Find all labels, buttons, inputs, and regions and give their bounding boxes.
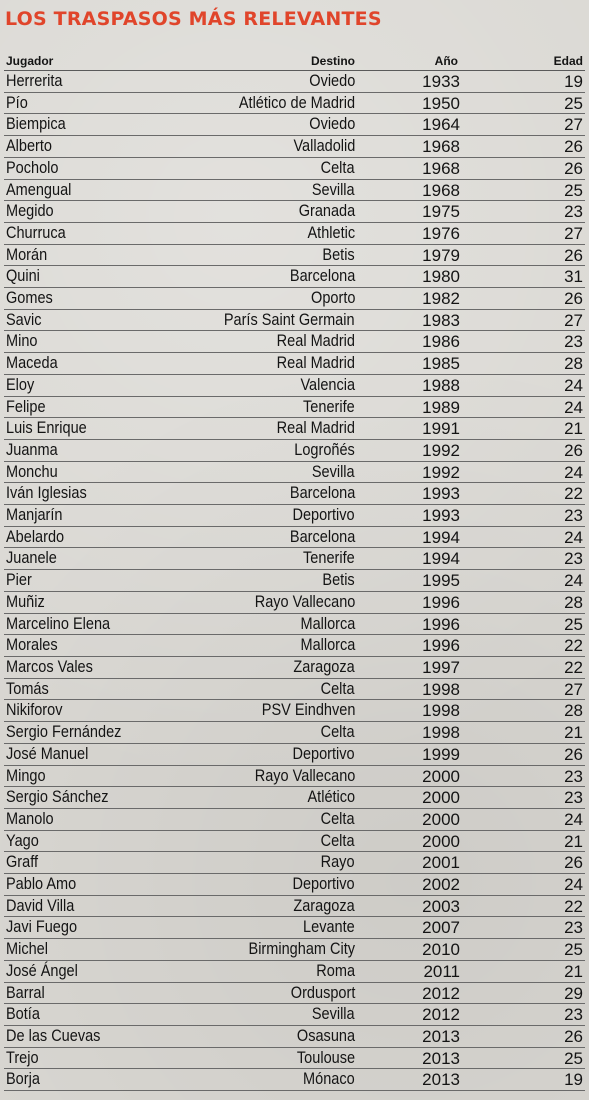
cell-destino: Barcelona — [289, 484, 355, 503]
cell-ano: 1975 — [422, 202, 460, 222]
cell-destino: Logroñés — [294, 440, 355, 459]
cell-destino: Deportivo — [292, 744, 355, 763]
cell-jugador: José Ángel — [6, 961, 78, 980]
cell-jugador: Michel — [6, 940, 48, 959]
cell-ano: 1950 — [422, 93, 460, 113]
cell-destino: Zaragoza — [293, 896, 355, 915]
cell-jugador: Muñiz — [6, 592, 45, 611]
cell-ano: 2001 — [422, 853, 460, 873]
table-row — [4, 787, 585, 809]
cell-destino: Barcelona — [289, 527, 355, 546]
cell-ano: 2013 — [422, 1026, 460, 1046]
cell-destino: Oporto — [310, 289, 355, 308]
cell-destino: Rayo Vallecano — [254, 766, 355, 785]
table-row — [4, 614, 585, 636]
cell-edad: 26 — [564, 1026, 583, 1046]
cell-destino: Atlético — [307, 788, 355, 807]
cell-jugador: Amengual — [6, 180, 72, 199]
cell-edad: 25 — [564, 93, 583, 113]
cell-jugador: Herrerita — [6, 72, 63, 90]
cell-jugador: Alberto — [6, 137, 53, 156]
cell-edad: 27 — [564, 115, 583, 135]
cell-jugador: Sergio Fernández — [6, 723, 122, 742]
cell-edad: 25 — [564, 180, 583, 200]
table-row — [4, 1048, 585, 1070]
cell-ano: 2002 — [422, 875, 460, 895]
cell-destino: Deportivo — [292, 875, 355, 894]
cell-jugador: Monchu — [6, 462, 58, 481]
cell-destino: Celta — [321, 809, 355, 828]
cell-destino: Roma — [316, 961, 355, 980]
cell-destino: Real Madrid — [276, 332, 355, 351]
table-row — [4, 852, 585, 874]
cell-edad: 26 — [564, 245, 583, 265]
cell-edad: 22 — [564, 484, 583, 504]
cell-edad: 21 — [564, 419, 583, 439]
table-row — [4, 288, 585, 310]
cell-edad: 26 — [564, 744, 583, 764]
table-row — [4, 1004, 585, 1026]
cell-edad: 23 — [564, 549, 583, 569]
cell-ano: 1993 — [422, 506, 460, 526]
cell-edad: 25 — [564, 940, 583, 960]
cell-ano: 1986 — [422, 332, 460, 352]
table-row — [4, 570, 585, 592]
cell-edad: 28 — [564, 354, 583, 374]
cell-destino: Rayo — [321, 853, 355, 872]
cell-destino: Zaragoza — [293, 657, 355, 676]
cell-destino: Rayo Vallecano — [254, 592, 355, 611]
cell-jugador: Manjarín — [6, 506, 63, 525]
cell-ano: 1996 — [422, 614, 460, 634]
cell-edad: 26 — [564, 853, 583, 873]
cell-destino: Betis — [322, 245, 355, 264]
cell-jugador: Juanele — [6, 549, 57, 568]
table-row — [4, 874, 585, 896]
cell-edad: 24 — [564, 375, 583, 395]
cell-destino: Barcelona — [289, 267, 355, 286]
cell-destino: Osasuna — [296, 1026, 355, 1045]
cell-ano: 1968 — [422, 158, 460, 178]
table-row — [4, 635, 585, 657]
cell-ano: 2012 — [422, 1005, 460, 1025]
cell-jugador: Mingo — [6, 766, 46, 785]
cell-jugador: José Manuel — [6, 744, 89, 763]
cell-ano: 2000 — [422, 766, 460, 786]
cell-ano: 1933 — [422, 72, 460, 91]
cell-edad: 23 — [564, 1005, 583, 1025]
cell-ano: 2012 — [422, 983, 460, 1003]
cell-edad: 21 — [564, 831, 583, 851]
cell-jugador: Borja — [6, 1070, 40, 1089]
cell-edad: 26 — [564, 158, 583, 178]
cell-edad: 19 — [564, 72, 583, 91]
cell-destino: Levante — [303, 918, 355, 937]
cell-ano: 2007 — [422, 918, 460, 938]
table-row — [4, 1069, 585, 1091]
cell-ano: 1968 — [422, 180, 460, 200]
table-row — [4, 679, 585, 701]
cell-ano: 1996 — [422, 636, 460, 656]
cell-edad: 19 — [564, 1070, 583, 1090]
table-row — [4, 505, 585, 527]
table-row — [4, 831, 585, 853]
cell-ano: 1998 — [422, 679, 460, 699]
cell-jugador: Morán — [6, 245, 48, 264]
cell-ano: 1988 — [422, 375, 460, 395]
cell-edad: 22 — [564, 896, 583, 916]
cell-ano: 2000 — [422, 788, 460, 808]
cell-edad: 31 — [564, 267, 583, 287]
table-row — [4, 440, 585, 462]
cell-jugador: Sergio Sánchez — [6, 788, 109, 807]
cell-edad: 27 — [564, 679, 583, 699]
table-row — [4, 114, 585, 136]
cell-ano: 1993 — [422, 484, 460, 504]
cell-destino: Athletic — [307, 223, 355, 242]
cell-edad: 24 — [564, 571, 583, 591]
cell-destino: Birmingham City — [248, 940, 355, 959]
cell-destino: Sevilla — [312, 462, 355, 481]
column-header-destino: Destino — [310, 54, 355, 68]
cell-jugador: Nikiforov — [6, 701, 63, 720]
cell-ano: 2000 — [422, 809, 460, 829]
cell-ano: 1995 — [422, 571, 460, 591]
cell-destino: Valencia — [300, 375, 355, 394]
cell-edad: 21 — [564, 961, 583, 981]
table-row — [4, 93, 585, 115]
column-header-jugador: Jugador — [6, 54, 54, 68]
table-row — [4, 657, 585, 679]
cell-edad: 25 — [564, 614, 583, 634]
cell-jugador: Morales — [6, 636, 58, 655]
cell-destino: Celta — [321, 723, 355, 742]
cell-destino: Sevilla — [312, 1005, 355, 1024]
cell-edad: 22 — [564, 636, 583, 656]
cell-edad: 29 — [564, 983, 583, 1003]
cell-jugador: Pío — [6, 93, 28, 112]
cell-edad: 24 — [564, 875, 583, 895]
cell-ano: 1998 — [422, 701, 460, 721]
cell-edad: 27 — [564, 310, 583, 330]
cell-ano: 1985 — [422, 354, 460, 374]
cell-destino: Sevilla — [312, 180, 355, 199]
table-row — [4, 744, 585, 766]
cell-edad: 23 — [564, 788, 583, 808]
cell-ano: 1998 — [422, 723, 460, 743]
cell-jugador: Maceda — [6, 354, 58, 373]
cell-ano: 1980 — [422, 267, 460, 287]
table-row — [4, 983, 585, 1005]
cell-jugador: Javi Fuego — [6, 918, 78, 937]
cell-jugador: Graff — [6, 853, 39, 872]
cell-ano: 1989 — [422, 397, 460, 417]
table-header — [4, 52, 585, 71]
cell-edad: 23 — [564, 506, 583, 526]
cell-ano: 1991 — [422, 419, 460, 439]
cell-destino: Oviedo — [308, 72, 355, 90]
cell-jugador: Iván Iglesias — [6, 484, 87, 503]
table-row — [4, 917, 585, 939]
cell-ano: 1982 — [422, 289, 460, 309]
table-row — [4, 71, 585, 93]
cell-edad: 24 — [564, 809, 583, 829]
cell-destino: Toulouse — [296, 1048, 355, 1067]
cell-ano: 1994 — [422, 527, 460, 547]
cell-ano: 1992 — [422, 462, 460, 482]
cell-ano: 1983 — [422, 310, 460, 330]
cell-jugador: Pocholo — [6, 158, 59, 177]
cell-ano: 2000 — [422, 831, 460, 851]
column-header-ano: Año — [434, 54, 458, 68]
cell-jugador: Barral — [6, 983, 45, 1002]
table-row — [4, 527, 585, 549]
cell-ano: 2003 — [422, 896, 460, 916]
cell-destino: París Saint Germain — [224, 310, 355, 329]
cell-destino: Ordusport — [290, 983, 355, 1002]
cell-destino: Mónaco — [303, 1070, 355, 1089]
cell-edad: 25 — [564, 1048, 583, 1068]
cell-destino: Real Madrid — [276, 354, 355, 373]
cell-jugador: Gomes — [6, 289, 53, 308]
cell-edad: 23 — [564, 332, 583, 352]
cell-edad: 24 — [564, 462, 583, 482]
cell-jugador: Marcelino Elena — [6, 614, 111, 633]
cell-destino: Oviedo — [308, 115, 355, 134]
cell-destino: Deportivo — [292, 506, 355, 525]
table-row — [4, 896, 585, 918]
cell-edad: 26 — [564, 137, 583, 157]
cell-jugador: Pier — [6, 571, 32, 590]
cell-ano: 2013 — [422, 1070, 460, 1090]
table-row — [4, 462, 585, 484]
transfers-table-body — [4, 71, 585, 1091]
cell-destino: Celta — [321, 679, 355, 698]
table-row — [4, 375, 585, 397]
cell-jugador: Quini — [6, 267, 40, 286]
table-row — [4, 223, 585, 245]
table-row — [4, 310, 585, 332]
cell-ano: 1964 — [422, 115, 460, 135]
cell-destino: Tenerife — [303, 397, 355, 416]
cell-ano: 1992 — [422, 440, 460, 460]
cell-jugador: De las Cuevas — [6, 1026, 101, 1045]
cell-jugador: Mino — [6, 332, 38, 351]
cell-destino: Celta — [321, 831, 355, 850]
cell-ano: 1999 — [422, 744, 460, 764]
cell-destino: Granada — [298, 202, 355, 221]
cell-ano: 2011 — [423, 961, 460, 981]
cell-jugador: Abelardo — [6, 527, 65, 546]
cell-destino: Tenerife — [303, 549, 355, 568]
table-row — [4, 353, 585, 375]
table-row — [4, 266, 585, 288]
cell-ano: 2013 — [422, 1048, 460, 1068]
cell-jugador: Biempica — [6, 115, 66, 134]
column-header-edad: Edad — [553, 54, 583, 68]
cell-edad: 22 — [564, 657, 583, 677]
table-row — [4, 397, 585, 419]
cell-jugador: Pablo Amo — [6, 875, 77, 894]
cell-edad: 23 — [564, 766, 583, 786]
cell-ano: 1996 — [422, 592, 460, 612]
cell-destino: Mallorca — [300, 636, 355, 655]
cell-destino: Mallorca — [300, 614, 355, 633]
cell-destino: PSV Eindhven — [261, 701, 355, 720]
cell-ano: 1979 — [422, 245, 460, 265]
cell-edad: 21 — [564, 723, 583, 743]
table-row — [4, 548, 585, 570]
cell-destino: Valladolid — [293, 137, 355, 156]
table-row — [4, 700, 585, 722]
cell-destino: Atlético de Madrid — [238, 93, 355, 112]
table-row — [4, 809, 585, 831]
cell-jugador: Megido — [6, 202, 54, 221]
cell-destino: Celta — [321, 158, 355, 177]
cell-jugador: Savic — [6, 310, 42, 329]
cell-jugador: Eloy — [6, 375, 35, 394]
cell-jugador: Juanma — [6, 440, 58, 459]
cell-jugador: Yago — [6, 831, 39, 850]
cell-edad: 27 — [564, 223, 583, 243]
cell-jugador: Manolo — [6, 809, 54, 828]
table-row — [4, 483, 585, 505]
table-row — [4, 331, 585, 353]
cell-jugador: Churruca — [6, 223, 66, 242]
cell-jugador: Marcos Vales — [6, 657, 93, 676]
table-row — [4, 722, 585, 744]
table-row — [4, 201, 585, 223]
table-row — [4, 418, 585, 440]
cell-edad: 23 — [564, 918, 583, 938]
cell-edad: 28 — [564, 701, 583, 721]
table-row — [4, 939, 585, 961]
table-row — [4, 961, 585, 983]
table-title: LOS TRASPASOS MÁS RELEVANTES — [5, 8, 382, 30]
cell-edad: 28 — [564, 592, 583, 612]
table-row — [4, 136, 585, 158]
cell-ano: 1994 — [422, 549, 460, 569]
table-row — [4, 766, 585, 788]
cell-edad: 24 — [564, 397, 583, 417]
cell-jugador: David Villa — [6, 896, 75, 915]
cell-ano: 2010 — [422, 940, 460, 960]
cell-jugador: Luis Enrique — [6, 419, 87, 438]
table-row — [4, 592, 585, 614]
cell-edad: 26 — [564, 440, 583, 460]
cell-jugador: Felipe — [6, 397, 46, 416]
table-row — [4, 180, 585, 202]
table-row — [4, 1026, 585, 1048]
cell-jugador: Tomás — [6, 679, 49, 698]
cell-ano: 1997 — [422, 657, 460, 677]
cell-jugador: Botía — [6, 1005, 40, 1024]
cell-edad: 23 — [564, 202, 583, 222]
cell-destino: Betis — [322, 571, 355, 590]
cell-jugador: Trejo — [6, 1048, 39, 1067]
cell-edad: 26 — [564, 289, 583, 309]
cell-edad: 24 — [564, 527, 583, 547]
table-row — [4, 158, 585, 180]
table-row — [4, 245, 585, 267]
cell-ano: 1968 — [422, 137, 460, 157]
cell-ano: 1976 — [422, 223, 460, 243]
cell-destino: Real Madrid — [276, 419, 355, 438]
